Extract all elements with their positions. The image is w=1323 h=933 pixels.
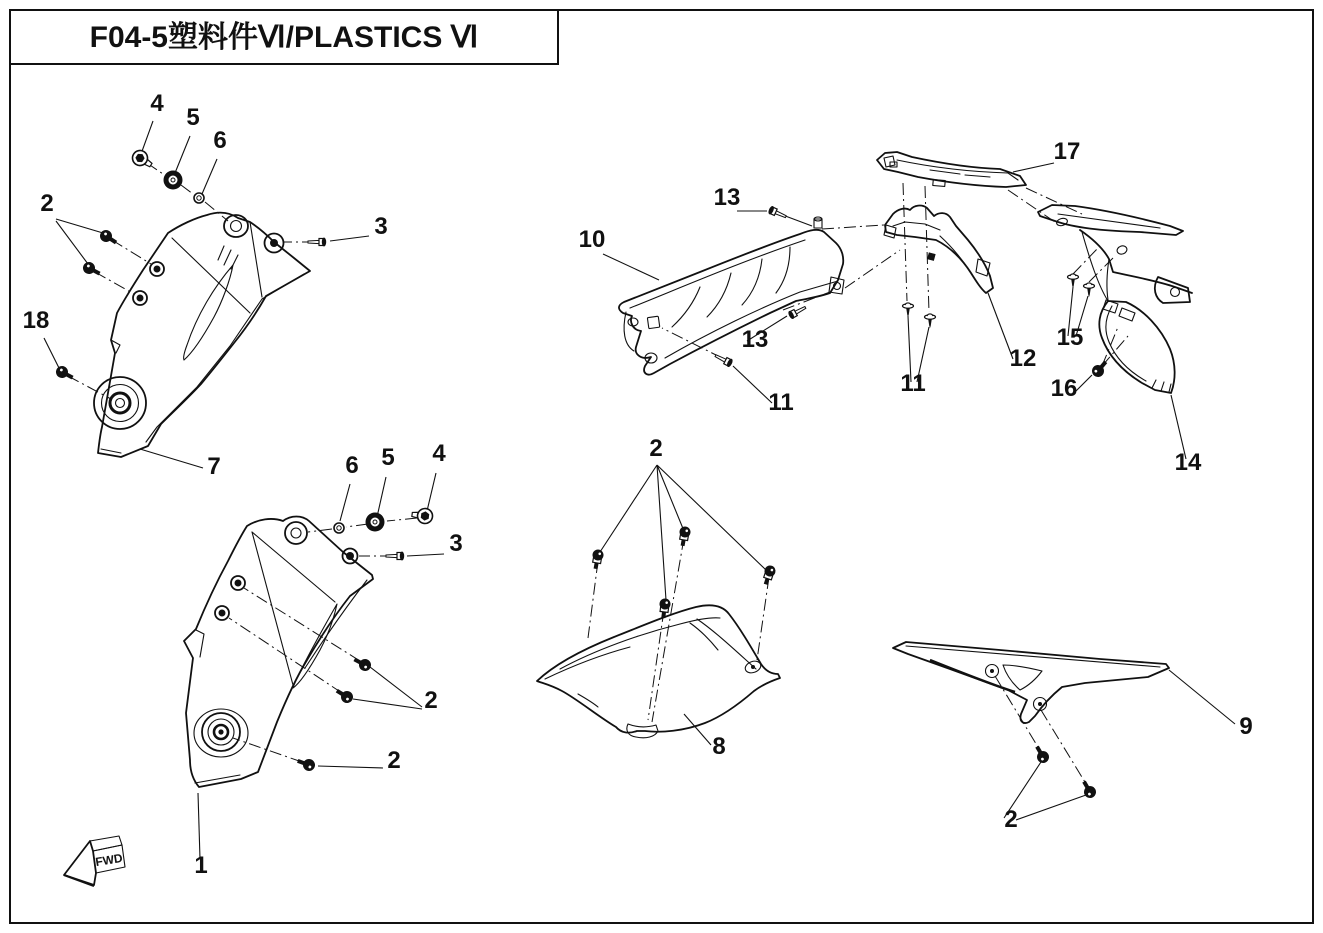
callout-1: 1 — [194, 852, 208, 879]
callouts-layer — [23, 90, 1253, 879]
callout-9: 9 — [1239, 713, 1253, 740]
callout-6: 6 — [345, 452, 359, 479]
page-title: F04-5塑料件Ⅵ/PLASTICS Ⅵ — [89, 21, 479, 54]
screw-11a-icon — [713, 352, 733, 368]
washer-6a-icon — [194, 193, 204, 203]
assembly-axis-lines — [68, 163, 1128, 787]
bolt-4a-icon — [130, 148, 155, 172]
screw-11c-icon — [925, 314, 936, 328]
part-12-bracket — [884, 206, 993, 293]
part-9-guard — [893, 642, 1169, 723]
callout-4: 4 — [150, 90, 164, 117]
callout-11: 11 — [768, 389, 794, 416]
screw-11b-icon — [903, 303, 914, 317]
washer-6b-icon — [334, 523, 344, 533]
callout-2: 2 — [424, 687, 438, 714]
callout-17: 17 — [1053, 138, 1081, 165]
screw-2b-icon — [81, 260, 103, 279]
part-10-cover — [619, 217, 844, 375]
screw-3a-icon — [308, 238, 326, 247]
callout-16: 16 — [1050, 375, 1078, 402]
grommet-5b-icon — [366, 513, 385, 532]
callout-14: 14 — [1174, 449, 1202, 476]
grommet-5a-icon — [164, 171, 183, 190]
callout-2: 2 — [40, 190, 54, 217]
callout-12: 12 — [1009, 345, 1037, 372]
callout-13: 13 — [741, 326, 769, 353]
screw-13a-icon — [767, 205, 787, 221]
fwd-label: FWD — [94, 850, 124, 870]
part-17-bracket — [877, 152, 1026, 187]
leader-lines — [44, 121, 1235, 859]
part-8-cover — [537, 605, 780, 738]
part-14-panel — [1038, 205, 1192, 393]
callout-2: 2 — [1004, 806, 1018, 833]
callout-2: 2 — [387, 747, 401, 774]
callout-11: 11 — [900, 370, 926, 397]
screw-13b-icon — [787, 303, 807, 319]
screw-2f-icon — [590, 549, 604, 570]
screw-15a-icon — [1068, 274, 1079, 288]
callout-18: 18 — [22, 307, 50, 334]
callout-13: 13 — [713, 184, 741, 211]
screw-2d-icon — [334, 686, 356, 706]
screw-18-icon — [54, 364, 76, 383]
callout-8: 8 — [712, 733, 726, 760]
callout-5: 5 — [186, 104, 200, 131]
callout-10: 10 — [578, 226, 606, 253]
screw-15b-icon — [1084, 283, 1095, 297]
screw-2e-icon — [296, 755, 317, 772]
bolt-4b-icon — [411, 507, 433, 524]
callout-2: 2 — [649, 435, 663, 462]
fwd-arrow — [64, 836, 125, 886]
screw-3b-icon — [386, 552, 404, 561]
screw-2c-icon — [352, 654, 374, 673]
callout-3: 3 — [374, 213, 388, 240]
callout-15: 15 — [1056, 324, 1084, 351]
callout-5: 5 — [381, 444, 395, 471]
callout-4: 4 — [432, 440, 446, 467]
screw-2j-icon — [1032, 744, 1051, 766]
screw-2g-icon — [677, 526, 691, 547]
screw-2a-icon — [98, 228, 120, 248]
callout-6: 6 — [213, 127, 227, 154]
callout-7: 7 — [207, 453, 221, 480]
screw-16-icon — [1090, 358, 1111, 380]
callout-3: 3 — [449, 530, 463, 557]
